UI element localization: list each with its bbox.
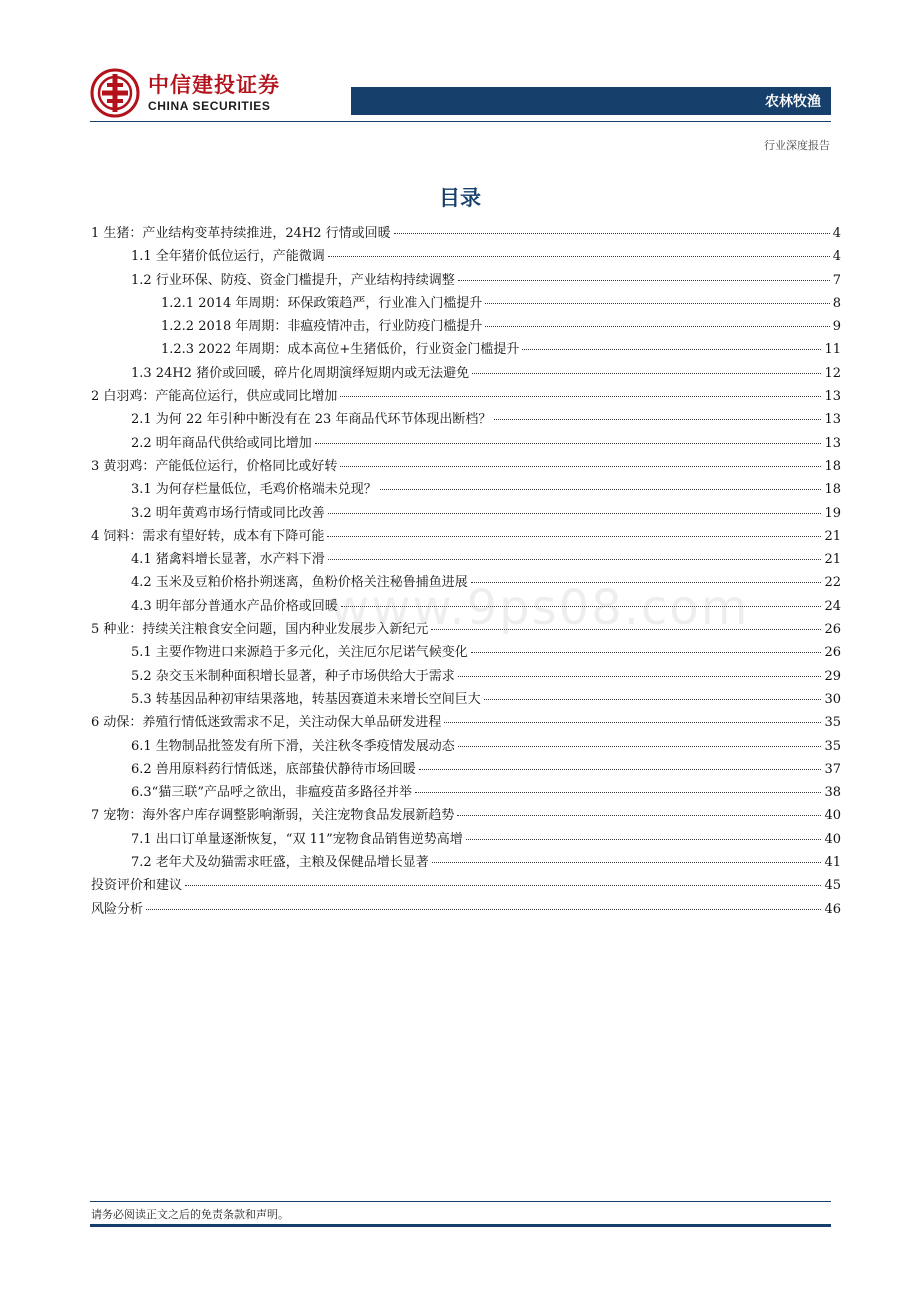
toc-leader-dots	[458, 676, 822, 677]
toc-leader-dots	[472, 373, 821, 374]
toc-page-number: 22	[824, 575, 841, 591]
toc-page-number: 37	[824, 761, 841, 777]
toc-entry-text: 风险分析	[91, 901, 144, 917]
toc-page-number: 21	[824, 552, 841, 568]
toc-entry[interactable]	[91, 269, 841, 292]
toc-entry[interactable]	[91, 292, 841, 315]
toc-entry-text: 5 种业：持续关注粮食安全问题，国内种业发展步入新纪元	[91, 622, 429, 638]
toc-leader-dots	[394, 233, 830, 234]
toc-entry-text: 1.2.3 2022 年周期：成本高位+生猪低价，行业资金门槛提升	[161, 342, 520, 358]
toc-leader-dots	[328, 256, 830, 257]
toc-entry-text: 7.2 老年犬及幼猫需求旺盛，主粮及保健品增长显著	[131, 855, 429, 871]
toc-entry[interactable]	[91, 432, 841, 455]
toc-page-number: 46	[824, 901, 841, 917]
toc-entry-text: 3 黄羽鸡：产能低位运行，价格同比或好转	[91, 458, 338, 474]
toc-entry-text: 7 宠物：海外客户库存调整影响渐弱，关注宠物食品发展新趋势	[91, 808, 455, 824]
citic-logo-icon	[90, 68, 140, 118]
footer-disclaimer: 请务必阅读正文之后的免责条款和声明。	[91, 1208, 289, 1221]
toc-page-number: 4	[832, 249, 841, 265]
toc-leader-dots	[380, 489, 822, 490]
toc-leader-dots	[327, 536, 821, 537]
toc-leader-dots	[485, 303, 829, 304]
toc-page-number: 13	[824, 389, 841, 405]
toc-page-number: 29	[824, 668, 841, 684]
toc-entry-text: 1.2.1 2014 年周期：环保政策趋严，行业准入门槛提升	[161, 295, 483, 311]
toc-leader-dots	[484, 699, 822, 700]
toc-entry[interactable]	[91, 408, 841, 431]
toc-entry-text: 4.1 猪禽料增长显著，水产料下滑	[131, 552, 325, 568]
toc-leader-dots	[466, 839, 822, 840]
table-of-contents	[91, 222, 841, 921]
toc-leader-dots	[457, 815, 821, 816]
company-logo	[90, 68, 280, 118]
toc-leader-dots	[485, 326, 829, 327]
toc-entry-text: 6.3“猫三联”产品呼之欲出，非瘟疫苗多路径并举	[131, 785, 412, 801]
toc-entry[interactable]	[91, 735, 841, 758]
toc-entry-text: 4 饲料：需求有望好转，成本有下降可能	[91, 528, 325, 544]
toc-leader-dots	[432, 862, 822, 863]
toc-entry[interactable]	[91, 548, 841, 571]
toc-leader-dots	[458, 746, 822, 747]
toc-leader-dots	[328, 513, 822, 514]
toc-entry[interactable]	[91, 315, 841, 338]
sector-label: 农林牧渔	[765, 94, 821, 110]
toc-entry[interactable]	[91, 711, 841, 734]
toc-leader-dots	[185, 885, 821, 886]
toc-entry-text: 5.2 杂交玉米制种面积增长显著，种子市场供给大于需求	[131, 668, 455, 684]
toc-leader-dots	[340, 396, 821, 397]
toc-entry-text: 投资评价和建议	[91, 878, 183, 894]
toc-entry-text: 5.3 转基因品种初审结果落地，转基因赛道未来增长空间巨大	[131, 691, 481, 707]
toc-leader-dots	[315, 443, 822, 444]
toc-entry[interactable]	[91, 245, 841, 268]
toc-entry-text: 5.1 主要作物进口来源趋于多元化，关注厄尔尼诺气候变化	[131, 645, 468, 661]
toc-page-number: 30	[824, 691, 841, 707]
toc-entry[interactable]	[91, 874, 841, 897]
toc-entry[interactable]	[91, 804, 841, 827]
toc-leader-dots	[419, 769, 822, 770]
toc-page-number: 45	[824, 878, 841, 894]
toc-entry-text: 2 白羽鸡：产能高位运行，供应或同比增加	[91, 389, 338, 405]
toc-entry[interactable]	[91, 828, 841, 851]
toc-title: 目录	[439, 186, 481, 210]
toc-entry[interactable]	[91, 222, 841, 245]
toc-entry[interactable]	[91, 688, 841, 711]
toc-entry-text: 2.2 明年商品代供给或同比增加	[131, 435, 312, 451]
toc-entry[interactable]	[91, 851, 841, 874]
toc-page-number: 24	[824, 598, 841, 614]
toc-entry-text: 3.1 为何存栏量低位，毛鸡价格端未兑现？	[131, 482, 377, 498]
toc-page-number: 18	[824, 482, 841, 498]
toc-entry-text: 6.2 兽用原料药行情低迷，底部蛰伏静待市场回暖	[131, 761, 416, 777]
footer-bar	[90, 1224, 831, 1227]
toc-entry[interactable]	[91, 665, 841, 688]
watermark: www.9ps08.com	[330, 580, 750, 636]
toc-page-number: 13	[824, 412, 841, 428]
toc-page-number: 19	[824, 505, 841, 521]
toc-page-number: 26	[824, 645, 841, 661]
toc-leader-dots	[471, 652, 822, 653]
toc-entry[interactable]	[91, 502, 841, 525]
toc-entry[interactable]	[91, 641, 841, 664]
logo-english-name: CHINA SECURITIES	[148, 99, 271, 113]
toc-entry-text: 3.2 明年黄鸡市场行情或同比改善	[131, 505, 325, 521]
toc-page-number: 12	[824, 365, 841, 381]
toc-entry[interactable]	[91, 362, 841, 385]
toc-page-number: 38	[824, 785, 841, 801]
toc-entry-text: 1.2.2 2018 年周期：非瘟疫情冲击，行业防疫门槛提升	[161, 319, 483, 335]
toc-leader-dots	[522, 349, 821, 350]
toc-entry[interactable]	[91, 781, 841, 804]
toc-entry[interactable]	[91, 338, 841, 361]
toc-leader-dots	[494, 419, 821, 420]
toc-entry-text: 6 动保：养殖行情低迷致需求不足，关注动保大单品研发进程	[91, 715, 442, 731]
report-type-label: 行业深度报告	[764, 139, 830, 152]
toc-entry[interactable]	[91, 385, 841, 408]
toc-entry-text: 4.3 明年部分普通水产品价格或回暖	[131, 598, 338, 614]
toc-page-number: 35	[824, 738, 841, 754]
toc-leader-dots	[340, 466, 821, 467]
toc-entry[interactable]	[91, 898, 841, 921]
toc-entry[interactable]	[91, 758, 841, 781]
toc-entry-text: 7.1 出口订单量逐渐恢复，“双 11”宠物食品销售逆势高增	[131, 831, 463, 847]
toc-page-number: 18	[824, 458, 841, 474]
toc-entry-text: 1.3 24H2 猪价或回暖，碎片化周期演绎短期内或无法避免	[131, 365, 470, 381]
toc-page-number: 40	[824, 808, 841, 824]
toc-entry[interactable]	[91, 478, 841, 501]
toc-page-number: 40	[824, 831, 841, 847]
toc-leader-dots	[328, 559, 822, 560]
toc-page-number: 8	[832, 295, 841, 311]
toc-entry-text: 2.1 为何 22 年引种中断没有在 23 年商品代环节体现出断档？	[131, 412, 492, 428]
toc-entry-text: 1.1 全年猪价低位运行，产能微调	[131, 249, 325, 265]
header-divider	[90, 121, 831, 122]
toc-entry[interactable]	[91, 455, 841, 478]
logo-chinese-name: 中信建投证券	[148, 73, 280, 97]
toc-page-number: 4	[832, 226, 841, 241]
footer-divider	[90, 1201, 831, 1202]
sector-banner	[351, 87, 831, 115]
toc-entry-text: 4.2 玉米及豆粕价格扑朔迷离，鱼粉价格关注秘鲁捕鱼进展	[131, 575, 468, 591]
toc-page-number: 35	[824, 715, 841, 731]
toc-page-number: 7	[832, 272, 841, 288]
toc-entry-text: 6.1 生物制品批签发有所下滑，关注秋冬季疫情发展动态	[131, 738, 455, 754]
toc-leader-dots	[444, 722, 821, 723]
toc-entry-text: 1.2 行业环保、防疫、资金门槛提升，产业结构持续调整	[131, 272, 455, 288]
toc-entry-text: 1 生猪：产业结构变革持续推进，24H2 行情或回暖	[91, 226, 391, 241]
toc-page-number: 21	[824, 528, 841, 544]
toc-page-number: 26	[824, 622, 841, 638]
toc-leader-dots	[415, 792, 821, 793]
toc-entry[interactable]	[91, 525, 841, 548]
toc-leader-dots	[146, 909, 821, 910]
toc-page-number: 9	[832, 319, 841, 335]
toc-page-number: 41	[824, 855, 841, 871]
toc-leader-dots	[458, 280, 830, 281]
toc-page-number: 11	[824, 342, 841, 358]
toc-page-number: 13	[824, 435, 841, 451]
